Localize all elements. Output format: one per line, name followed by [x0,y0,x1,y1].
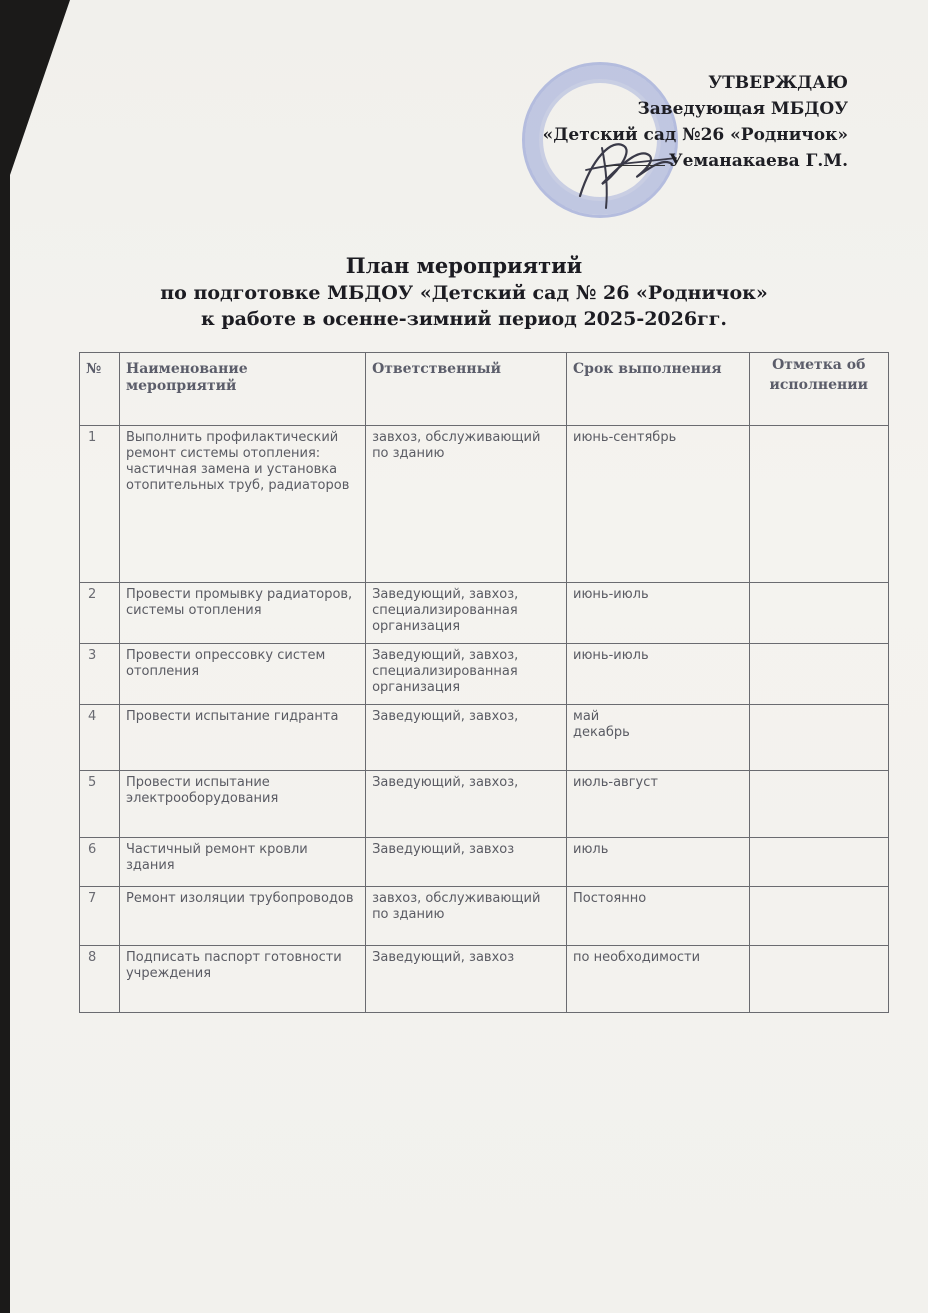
table-row [80,644,889,705]
approval-position: Заведующая МБДОУ [637,99,848,119]
table-row [80,426,889,583]
title-line-2: по подготовке МБДОУ «Детский сад № 26 «Родничок» [160,282,768,304]
row-completion-mark [749,771,888,838]
row-completion-mark [749,583,888,644]
row-completion-mark [749,838,888,887]
table-row [80,887,889,946]
row-responsible: Заведующий, завхоз, [366,705,567,771]
row-deadline: июнь-сентябрь [567,426,750,583]
approval-heading: УТВЕРЖДАЮ [708,73,848,93]
header-responsible: Ответственный [366,353,567,426]
row-completion-mark [749,426,888,583]
row-responsible: Заведующий, завхоз [366,946,567,1013]
row-completion-mark [749,644,888,705]
approval-signer-name: Уеманакаева Г.М. [668,151,848,171]
row-number: 7 [80,887,120,946]
table-row [80,583,889,644]
row-activity: Частичный ремонт кровли здания [119,838,365,887]
row-activity: Провести испытание гидранта [119,705,365,771]
row-deadline: июль [567,838,750,887]
row-deadline: июнь-июль [567,583,750,644]
plan-table [79,352,889,1013]
signature-line [605,165,665,166]
row-number: 4 [80,705,120,771]
row-responsible: Заведующий, завхоз, [366,771,567,838]
row-number: 2 [80,583,120,644]
row-number: 1 [80,426,120,583]
header-deadline: Срок выполнения [567,353,750,426]
header-number: № [80,353,120,426]
row-activity: Выполнить профилактический ремонт системы отопления: частичная замена и установка отопительных труб, радиаторов [119,426,365,583]
row-responsible: Заведующий, завхоз, специализированная организация [366,644,567,705]
table-row [80,838,889,887]
row-activity: Провести испытание электрооборудования [119,771,365,838]
row-responsible: Заведующий, завхоз, специализированная организация [366,583,567,644]
row-responsible: Заведующий, завхоз [366,838,567,887]
row-completion-mark [749,946,888,1013]
row-completion-mark [749,705,888,771]
row-number: 8 [80,946,120,1013]
row-deadline: по необходимости [567,946,750,1013]
approval-organization: «Детский сад №26 «Родничок» [542,125,848,145]
table-row [80,946,889,1013]
row-number: 6 [80,838,120,887]
table-row [80,771,889,838]
header-completion-mark: Отметка об исполнении [749,353,888,426]
row-activity: Ремонт изоляции трубопроводов [119,887,365,946]
row-activity: Провести промывку радиаторов, системы отопления [119,583,365,644]
row-number: 5 [80,771,120,838]
row-deadline: июнь-июль [567,644,750,705]
title-line-3: к работе в осенне-зимний период 2025-2026гг. [201,308,727,330]
document-title [0,252,928,332]
approval-block [543,70,848,174]
title-line-1: План мероприятий [345,253,583,278]
row-activity: Провести опрессовку систем отопления [119,644,365,705]
approval-signer-line [543,148,848,174]
row-responsible: завхоз, обслуживающий по зданию [366,887,567,946]
row-deadline: Постоянно [567,887,750,946]
row-responsible: завхоз, обслуживающий по зданию [366,426,567,583]
row-deadline: июль-август [567,771,750,838]
table-row [80,705,889,771]
row-number: 3 [80,644,120,705]
row-deadline: май декабрь [567,705,750,771]
table-header-row [80,353,889,426]
row-activity: Подписать паспорт готовности учреждения [119,946,365,1013]
row-completion-mark [749,887,888,946]
header-activity: Наименование мероприятий [119,353,365,426]
